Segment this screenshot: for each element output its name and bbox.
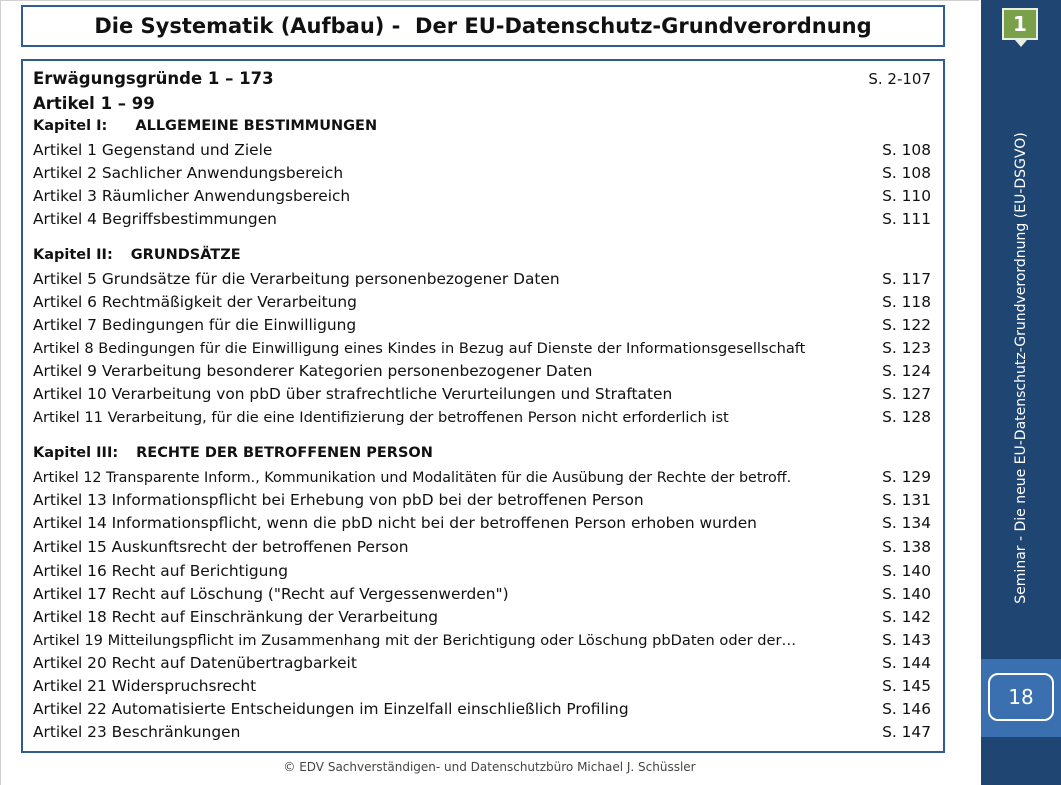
chapter-1-label: Kapitel I:	[33, 118, 108, 134]
toc-row	[33, 608, 931, 626]
seminar-title-vertical: Seminar - Die neue EU-Datenschutz-Grundverordnung (EU-DSGVO)	[1013, 132, 1029, 604]
article-title: Artikel 15 Auskunftsrecht der betroffenen Person	[33, 538, 409, 556]
article-page: S. 118	[882, 293, 931, 311]
article-page: S. 140	[882, 562, 931, 580]
article-page: S. 134	[882, 514, 931, 532]
article-title: Artikel 18 Recht auf Einschränkung der Verarbeitung	[33, 608, 439, 626]
article-page: S. 128	[882, 408, 931, 426]
chapter-2-name: GRUNDSÄTZE	[130, 247, 241, 263]
articles-range-label: Artikel 1 – 99	[33, 94, 155, 113]
chapter-2-label: Kapitel II:	[33, 247, 113, 263]
article-page: S. 144	[882, 654, 931, 672]
article-page: S. 129	[882, 468, 931, 486]
article-title: Artikel 5 Grundsätze für die Verarbeitung personenbezogener Daten	[33, 270, 560, 288]
article-title: Artikel 22 Automatisierte Entscheidungen im Einzelfall einschließlich Profiling	[33, 700, 629, 718]
toc-row	[33, 468, 931, 486]
article-title: Artikel 20 Recht auf Datenübertragbarkeit	[33, 654, 357, 672]
toc-row	[33, 723, 931, 741]
article-title: Artikel 9 Verarbeitung besonderer Kategorien personenbezogener Daten	[33, 362, 593, 380]
recitals-label: Erwägungsgründe 1 – 173	[33, 69, 274, 88]
article-title: Artikel 8 Bedingungen für die Einwilligung eines Kindes in Bezug auf Dienste der Informationsgesellschaft	[33, 340, 806, 357]
article-title: Artikel 13 Informationspflicht bei Erhebung von pbD bei der betroffenen Person	[33, 491, 644, 509]
article-title: Artikel 19 Mitteilungspflicht im Zusammenhang mit der Berichtigung oder Löschung pbDaten oder der…	[33, 632, 797, 649]
article-page: S. 122	[882, 316, 931, 334]
article-title: Artikel 16 Recht auf Berichtigung	[33, 562, 288, 580]
chapter-3-heading	[33, 445, 931, 461]
toc-row	[33, 187, 931, 205]
article-page: S. 147	[882, 723, 931, 741]
article-page: S. 131	[882, 491, 931, 509]
article-page: S. 123	[882, 339, 931, 357]
article-title: Artikel 14 Informationspflicht, wenn die pbD nicht bei der betroffenen Person erhoben wurden	[33, 514, 757, 532]
article-page: S. 138	[882, 538, 931, 556]
toc-row	[33, 491, 931, 509]
toc-row	[33, 339, 931, 357]
article-title: Artikel 12 Transparente Inform., Kommunikation und Modalitäten für die Ausübung der Rechte der betroff.	[33, 470, 792, 486]
article-page: S. 108	[882, 164, 931, 182]
articles-range-row	[33, 94, 931, 113]
article-title: Artikel 10 Verarbeitung von pbD über strafrechtliche Verurteilungen und Straftaten	[33, 385, 673, 403]
article-title: Artikel 4 Begriffsbestimmungen	[33, 210, 277, 228]
article-title: Artikel 3 Räumlicher Anwendungsbereich	[33, 187, 351, 205]
article-title: Artikel 2 Sachlicher Anwendungsbereich	[33, 164, 344, 182]
article-title: Artikel 7 Bedingungen für die Einwilligung	[33, 316, 357, 334]
page-number: 18	[988, 673, 1054, 721]
toc-row	[33, 654, 931, 672]
recitals-row	[33, 69, 931, 88]
toc-row	[33, 141, 931, 159]
slide-title: Die Systematik (Aufbau) - Der EU-Datenschutz-Grundverordnung	[21, 5, 945, 47]
toc-row	[33, 700, 931, 718]
toc-row	[33, 631, 931, 649]
toc-row	[33, 210, 931, 228]
article-page: S. 145	[882, 677, 931, 695]
article-page: S. 108	[882, 141, 931, 159]
article-title: Artikel 17 Recht auf Löschung ("Recht auf Vergessenwerden")	[33, 585, 509, 603]
toc-row	[33, 385, 931, 403]
article-title: Artikel 6 Rechtmäßigkeit der Verarbeitung	[33, 293, 357, 311]
chapter-3-name: RECHTE DER BETROFFENEN PERSON	[136, 445, 433, 461]
article-page: S. 117	[882, 270, 931, 288]
toc-row	[33, 408, 931, 426]
article-page: S. 110	[882, 187, 931, 205]
toc-row	[33, 562, 931, 580]
article-title: Artikel 21 Widerspruchsrecht	[33, 677, 257, 695]
toc-row	[33, 538, 931, 556]
article-page: S. 142	[882, 608, 931, 626]
chapter-2-heading	[33, 247, 931, 263]
toc-row	[33, 677, 931, 695]
section-badge: 1	[1002, 8, 1038, 40]
toc-row	[33, 293, 931, 311]
toc-row	[33, 362, 931, 380]
recitals-page: S. 2-107	[868, 70, 931, 88]
toc-row	[33, 585, 931, 603]
footer-copyright: © EDV Sachverständigen- und Datenschutzbüro Michael J. Schüssler	[283, 760, 696, 774]
article-page: S. 124	[882, 362, 931, 380]
toc-row	[33, 270, 931, 288]
toc-box	[21, 59, 945, 753]
article-page: S. 143	[882, 631, 931, 649]
article-page: S. 146	[882, 700, 931, 718]
article-title: Artikel 11 Verarbeitung, für die eine Identifizierung der betroffenen Person nicht erforderlich ist	[33, 409, 729, 426]
chapter-1-name: ALLGEMEINE BESTIMMUNGEN	[135, 118, 378, 134]
toc-row	[33, 514, 931, 532]
article-title: Artikel 1 Gegenstand und Ziele	[33, 141, 273, 159]
article-page: S. 111	[882, 210, 931, 228]
article-page: S. 140	[882, 585, 931, 603]
toc-row	[33, 164, 931, 182]
article-title: Artikel 23 Beschränkungen	[33, 723, 241, 741]
article-page: S. 127	[882, 385, 931, 403]
chapter-1-heading	[33, 118, 931, 134]
badge-pointer-icon	[1015, 40, 1027, 47]
toc-row	[33, 316, 931, 334]
chapter-3-label: Kapitel III:	[33, 445, 119, 461]
